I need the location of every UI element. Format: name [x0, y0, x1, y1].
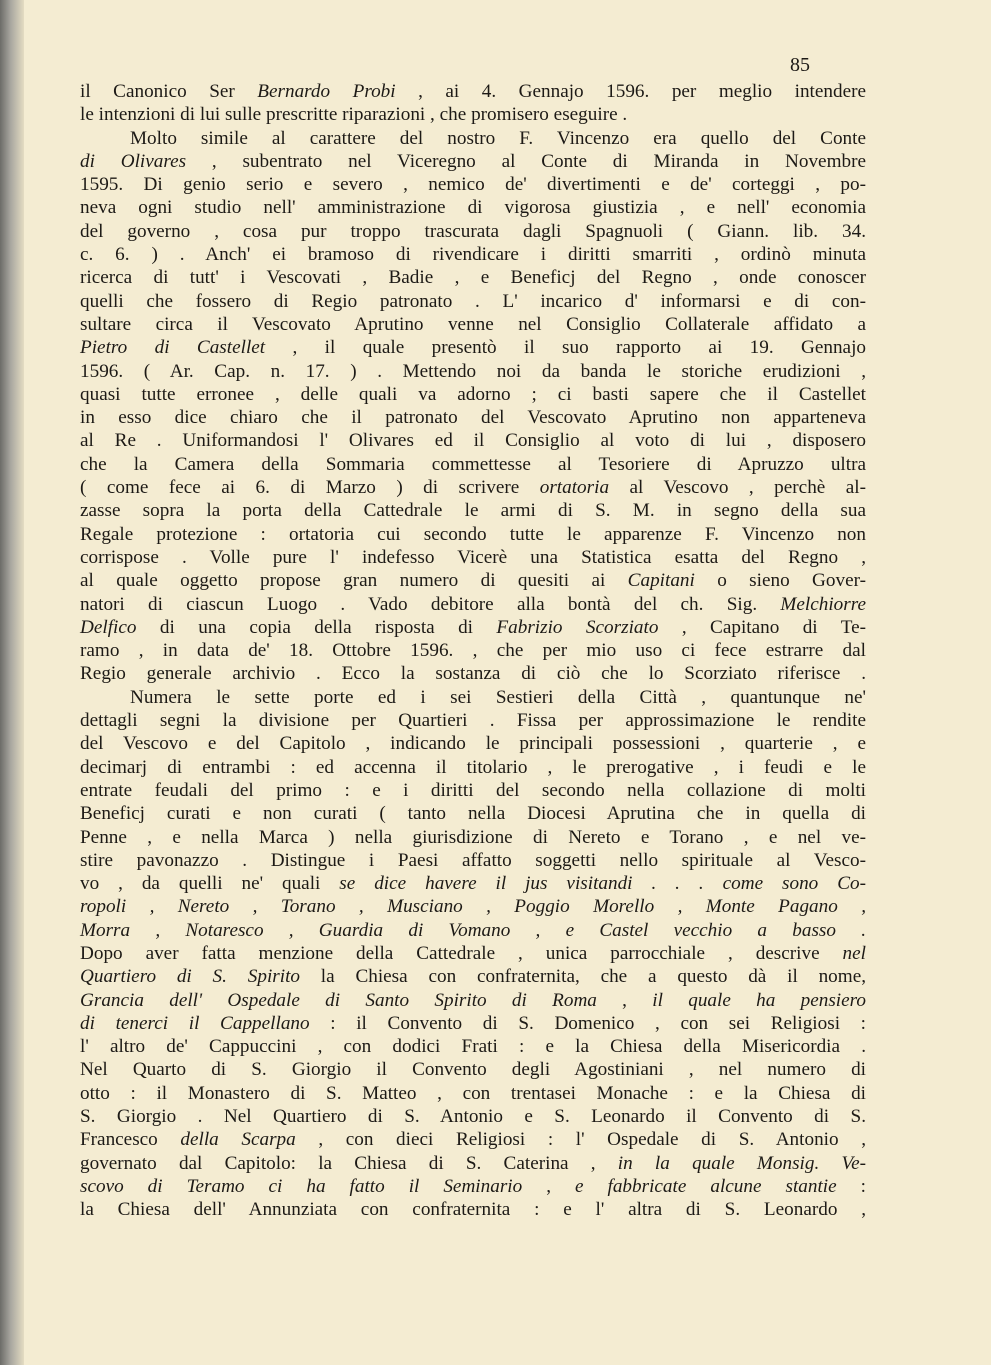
text-run: la Chiesa dell' Annunziata con confraternita : e l' altra di S. Leonardo , — [80, 1199, 866, 1221]
text-run: quelli che fossero di Regio patronato . L' incarico d' informarsi e di con- — [80, 290, 866, 312]
text-run: Molto simile al carattere del nostro F. Vincenzo era quello del Conte — [130, 127, 866, 149]
text-run: stire pavonazzo . Distingue i Paesi affatto soggetti nello spirituale al Vesco- — [80, 849, 866, 871]
text-line — [80, 732, 866, 755]
page-gutter-shadow — [0, 0, 24, 1365]
text-line — [80, 872, 866, 895]
text-line — [80, 499, 866, 522]
italic-text: il quale ha pensiero — [652, 989, 866, 1011]
text-run: decimarj di entrambi : ed accenna il titolario , le prerogative , i feudi e le — [80, 756, 866, 778]
italic-text: di Olivares — [80, 150, 187, 172]
body-text — [80, 80, 866, 1222]
italic-text: in la quale Monsig. Ve- — [617, 1152, 866, 1174]
text-run: che la Camera della Sommaria commettesse al Tesoriere di Apruzzo ultra — [80, 453, 866, 475]
text-line — [80, 406, 866, 429]
italic-text: e fabbricate alcune stantie — [575, 1175, 837, 1197]
text-line — [80, 523, 866, 546]
text-line — [80, 1105, 866, 1128]
italic-text: se dice havere il jus visitandi . . . come sono Co- — [339, 873, 866, 895]
text-run: al Vescovo , perchè al- — [609, 477, 867, 499]
text-line — [80, 173, 866, 196]
text-line — [80, 1082, 866, 1105]
text-run: Regale protezione : ortatoria cui secondo tutte le apparenze F. Vincenzo non — [80, 523, 866, 545]
text-run: ( come fece ai 6. di Marzo ) di scrivere — [80, 477, 540, 499]
text-line — [80, 80, 866, 103]
text-line — [80, 662, 866, 685]
text-run: Beneficj curati e non curati ( tanto nella Diocesi Aprutina che in quella di — [80, 803, 866, 825]
text-run: Dopo aver fatta menzione della Cattedrale , unica parrocchiale , descrive — [80, 942, 843, 964]
text-run: il Canonico Ser — [80, 81, 258, 102]
text-line — [80, 220, 866, 243]
text-line — [80, 103, 866, 126]
text-line — [80, 360, 866, 383]
text-line — [80, 453, 866, 476]
text-line — [80, 616, 866, 639]
text-run: Nel Quarto di S. Giorgio il Convento degli Agostiniani , nel numero di — [80, 1059, 866, 1081]
text-run: al quale oggetto propose gran numero di quesiti ai — [80, 570, 628, 592]
text-line — [80, 313, 866, 336]
text-line — [80, 919, 866, 942]
text-line — [80, 569, 866, 592]
text-run: di una copia della risposta di — [136, 616, 497, 638]
text-run: otto : il Monastero di S. Matteo , con trentasei Monache : e la Chiesa di — [80, 1082, 866, 1104]
text-run: , con dieci Religiosi : l' Ospedale di S. Antonio , — [295, 1129, 866, 1151]
text-run: del governo , cosa pur troppo trascurata dagli Spagnuoli ( Giann. lib. 34. — [80, 220, 866, 242]
text-line — [80, 1128, 866, 1151]
text-run: c. 6. ) . Anch' ei bramoso di rivendicare i diritti smarriti , ordinò minuta — [80, 244, 866, 266]
text-run: al Re . Uniformandosi l' Olivares ed il Consiglio al voto di lui , disposero — [80, 430, 866, 452]
text-run: ricerca di tutt' i Vescovati , Badie , e Beneficj del Regno , onde conoscer — [80, 267, 866, 289]
text-line — [80, 849, 866, 872]
text-run: , — [522, 1175, 575, 1197]
text-run: vo , da quelli ne' quali — [80, 873, 340, 895]
italic-text: Melchiorre — [780, 593, 866, 615]
text-line — [80, 802, 866, 825]
text-run: Numera le sette porte ed i sei Sestieri della Città , quantunque ne' — [130, 686, 866, 708]
text-line — [80, 476, 866, 499]
text-run: entrate feudali del primo : e i diritti del secondo nella collazione di molti — [80, 779, 866, 801]
text-run: : il Convento di S. Domenico , con sei Religiosi : — [309, 1012, 866, 1034]
text-run: , subentrato nel Viceregno al Conte di Miranda in Novembre — [186, 150, 866, 172]
italic-text: Fabrizio Scorziato — [496, 616, 659, 638]
text-run: Regio generale archivio . Ecco la sostanza di ciò che lo Scorziato riferisce . — [80, 663, 866, 685]
italic-text: della Scarpa — [180, 1129, 296, 1151]
text-line — [80, 429, 866, 452]
text-run: 1595. Di genio serio e severo , nemico de' divertimenti e de' corteggi , po- — [80, 174, 866, 196]
page-number: 85 — [790, 54, 810, 76]
text-run: l' altro de' Cappuccini , con dodici Frati : e la Chiesa della Misericordia . — [80, 1036, 866, 1058]
text-run: zasse sopra la porta della Cattedrale le armi di S. M. in segno della sua — [80, 500, 866, 522]
text-line — [80, 826, 866, 849]
text-line — [80, 965, 866, 988]
text-line — [80, 779, 866, 802]
italic-text: Capitani — [627, 570, 695, 592]
text-line — [80, 196, 866, 219]
text-line — [80, 1012, 866, 1035]
text-run: o sieno Gover- — [694, 570, 866, 592]
text-run: S. Giorgio . Nel Quartiero di S. Antonio e S. Leonardo il Convento di S. — [80, 1106, 866, 1128]
text-line — [80, 266, 866, 289]
italic-text: scovo di Teramo ci ha fatto il Seminario — [80, 1175, 523, 1197]
text-run: , il quale presentò il suo rapporto ai 19. Gennajo — [265, 337, 867, 359]
text-run: Penne , e nella Marca ) nella giurisdizione di Nereto e Torano , e nel ve- — [80, 826, 866, 848]
text-line — [80, 1035, 866, 1058]
text-run: la Chiesa con confraternita, che a questo dà il nome, — [300, 966, 867, 988]
text-run: quasi tutte erronee , delle quali va adorno ; ci basti sapere che il Castellet — [80, 383, 866, 405]
text-run: dettagli segni la divisione per Quartieri . Fissa per approssimazione le rendite — [80, 710, 866, 732]
text-run: natori di ciascun Luogo . Vado debitore alla bontà del ch. Sig. — [80, 593, 781, 615]
text-line — [80, 942, 866, 965]
italic-text: ropoli , Nereto , Torano , Musciano , Poggio Morello , Monte Pagano , — [80, 896, 866, 918]
text-line — [80, 127, 866, 150]
text-run: , — [596, 989, 653, 1011]
text-run: corrispose . Volle pure l' indefesso Vicerè una Statistica esatta del Regno , — [80, 546, 866, 568]
text-run: Francesco — [80, 1129, 181, 1151]
text-run: neva ogni studio nell' amministrazione di vigorosa giustizia , e nell' economia — [80, 197, 866, 219]
text-run: 1596. ( Ar. Cap. n. 17. ) . Mettendo noi da banda le storiche erudizioni , — [80, 360, 866, 382]
text-run: governato dal Capitolo: la Chiesa di S. Caterina , — [80, 1152, 618, 1174]
italic-text: ortatoria — [539, 477, 610, 499]
italic-text: nel — [842, 942, 866, 964]
text-line — [80, 546, 866, 569]
italic-text: Pietro di Castellet — [80, 337, 266, 359]
text-run: sultare circa il Vescovato Aprutino venne nel Consiglio Collaterale affidato a — [80, 313, 866, 335]
text-line — [80, 383, 866, 406]
text-line — [80, 1152, 866, 1175]
text-run: le intenzioni di lui sulle prescritte riparazioni , che promisero eseguire . — [80, 104, 628, 126]
text-line — [80, 336, 866, 359]
text-run: ramo , in data de' 18. Ottobre 1596. , che per mio uso ci fece estrarre dal — [80, 640, 866, 662]
italic-text: Bernardo Probi — [257, 81, 396, 102]
italic-text: Morra , Notaresco , Guardia di Vomano , e Castel vecchio a basso . — [80, 919, 866, 941]
text-line — [80, 1058, 866, 1081]
text-run: , ai 4. Gennajo 1596. per meglio intendere — [395, 81, 866, 102]
text-run: del Vescovo e del Capitolo , indicando le principali possessioni , quarterie , e — [80, 733, 866, 755]
text-line — [80, 639, 866, 662]
italic-text: Quartiero di S. Spirito — [80, 966, 300, 988]
text-run: in esso dice chiaro che il patronato del Vescovato Aprutino non apparteneva — [80, 407, 866, 429]
text-line — [80, 150, 866, 173]
text-line — [80, 290, 866, 313]
text-run: : — [836, 1175, 866, 1197]
text-line — [80, 243, 866, 266]
italic-text: Grancia dell' Ospedale di Santo Spirito di Roma — [80, 989, 597, 1011]
text-line — [80, 1198, 866, 1221]
text-line — [80, 989, 866, 1012]
text-line — [80, 686, 866, 709]
text-line — [80, 895, 866, 918]
text-line — [80, 1175, 866, 1198]
italic-text: di tenerci il Cappellano — [80, 1012, 310, 1034]
italic-text: Delfico — [80, 616, 137, 638]
text-line — [80, 593, 866, 616]
text-line — [80, 709, 866, 732]
text-line — [80, 756, 866, 779]
text-run: , Capitano di Te- — [658, 616, 866, 638]
